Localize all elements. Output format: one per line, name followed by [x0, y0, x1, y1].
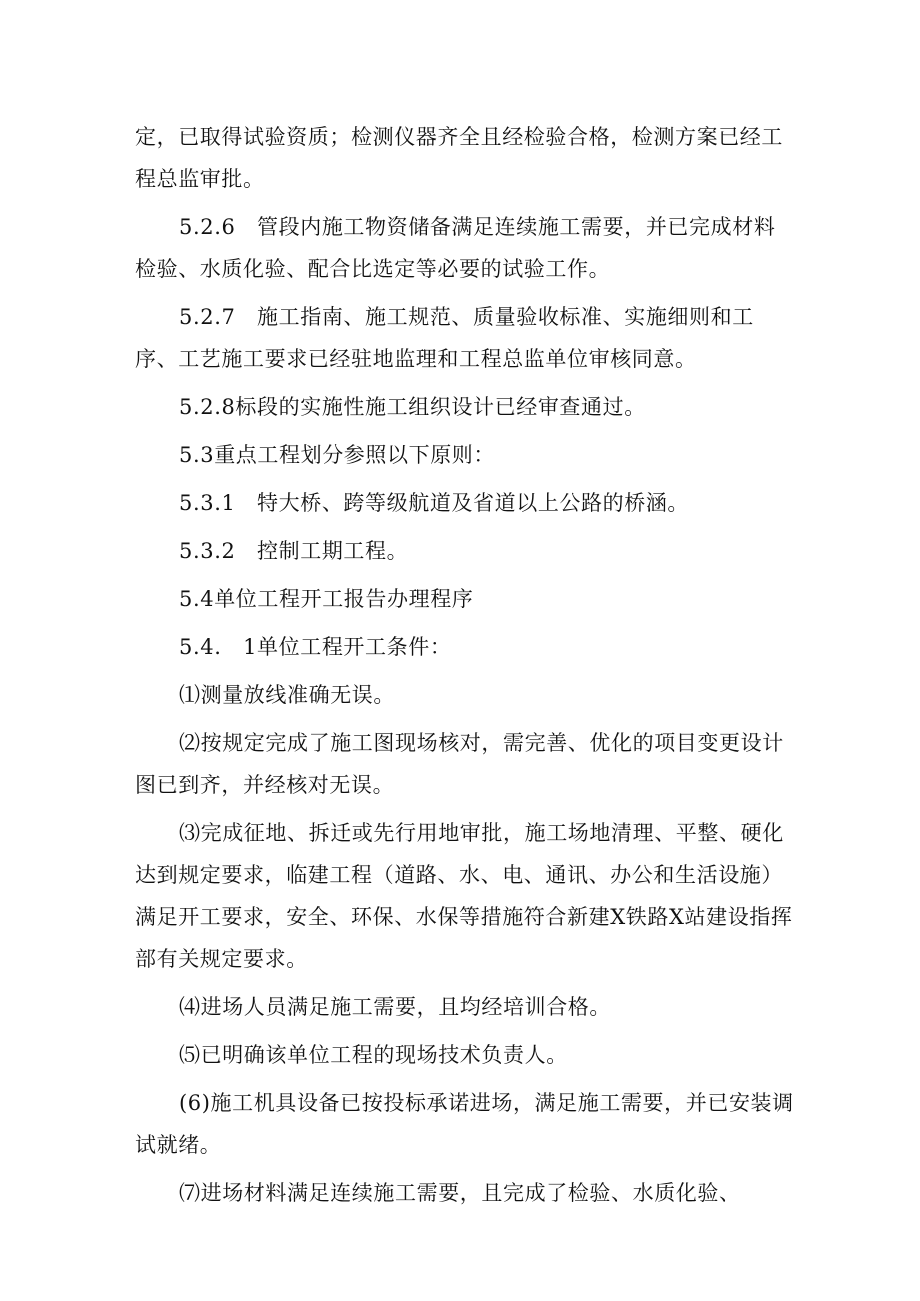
paragraph-5-3: 5.3重点工程划分参照以下原则：: [179, 443, 495, 467]
list-item-1: ⑴测量放线准确无误。: [179, 683, 395, 707]
list-item-6: (6)施工机具设备已按投标承诺进场，满足施工需要，并已安装调试就绪。: [135, 1091, 794, 1157]
paragraph-5-4: 5.4单位工程开工报告办理程序: [179, 587, 474, 611]
document-body: [135, 116, 795, 1220]
list-item-4: ⑷进场人员满足施工需要，且均经培训合格。: [179, 995, 611, 1019]
paragraph-5-4-1: 5.4. 1单位工程开工条件：: [179, 635, 452, 659]
paragraph-5-3-2: 5.3.2 控制工期工程。: [179, 539, 409, 563]
list-item-7: ⑺进场材料满足连续施工需要，且完成了检验、水质化验、: [179, 1181, 741, 1205]
paragraph-5-2-6: 5.2.6 管段内施工物资储备满足连续施工需要，并已完成材料检验、水质化验、配合比选定等必要的试验工作。: [135, 215, 776, 281]
list-item-3: ⑶完成征地、拆迁或先行用地审批，施工场地清理、平整、硬化达到规定要求，临建工程（道路、水、电、通讯、办公和生活设施）满足开工要求，安全、环保、水保等措施符合新建X铁路X站建设指挥部有关规定要求。: [135, 821, 793, 971]
paragraph-continuation: 定，已取得试验资质；检测仪器齐全且经检验合格，检测方案已经工程总监审批。: [135, 125, 783, 191]
paragraph-5-2-8: 5.2.8标段的实施性施工组织设计已经审查通过。: [179, 395, 646, 419]
list-item-2: ⑵按规定完成了施工图现场核对，需完善、优化的项目变更设计图已到齐，并经核对无误。: [135, 731, 784, 797]
paragraph-5-2-7: 5.2.7 施工指南、施工规范、质量验收标准、实施细则和工序、工艺施工要求已经驻地监理和工程总监单位审核同意。: [135, 305, 754, 371]
paragraph-5-3-1: 5.3.1 特大桥、跨等级航道及省道以上公路的桥涵。: [179, 491, 690, 515]
list-item-5: ⑸已明确该单位工程的现场技术负责人。: [179, 1043, 568, 1067]
